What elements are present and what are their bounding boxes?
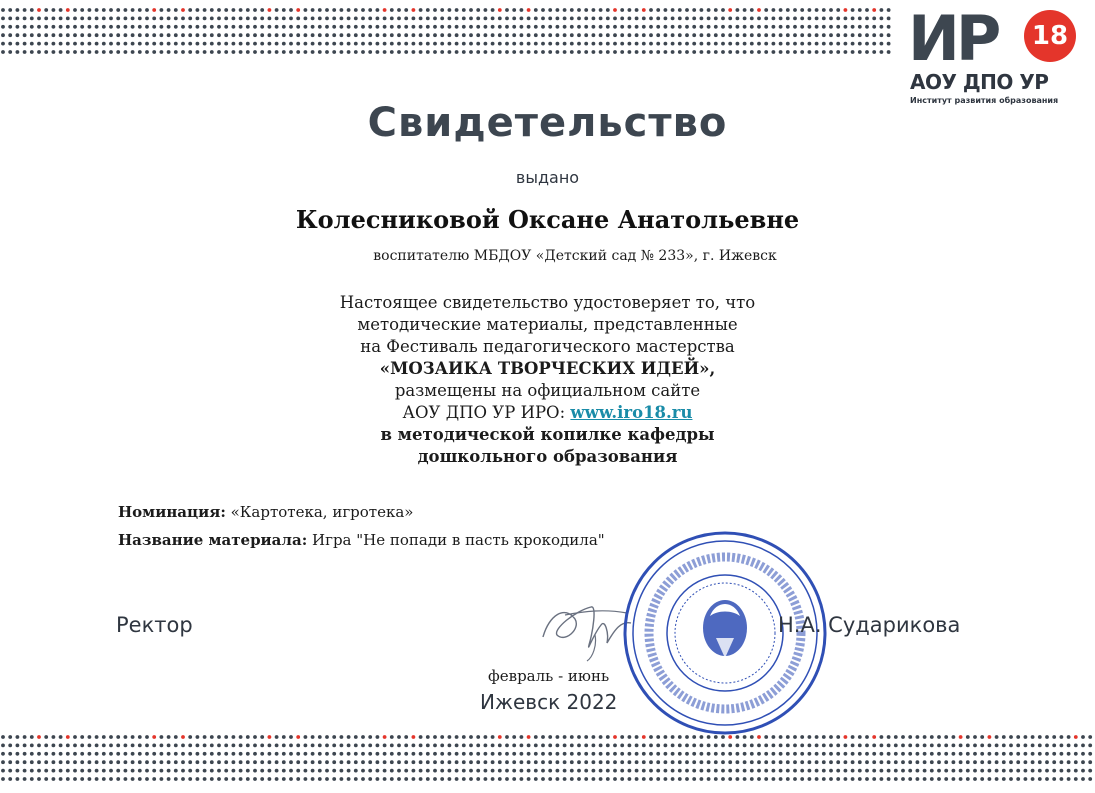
material-label: Название материала: bbox=[118, 531, 308, 549]
body-line: дошкольного образования bbox=[417, 447, 678, 466]
logo-18-badge: 18 bbox=[1024, 10, 1076, 62]
website-link[interactable]: www.iro18.ru bbox=[570, 403, 693, 422]
nomination-row bbox=[118, 503, 413, 521]
body-line: на Фестиваль педагогического мастерства bbox=[360, 337, 735, 356]
material-row bbox=[118, 531, 605, 549]
body-line bbox=[0, 402, 1095, 424]
institute-logo bbox=[902, 4, 1092, 114]
festival-name: «МОЗАИКА ТВОРЧЕСКИХ ИДЕЙ», bbox=[379, 359, 716, 378]
body-line: методические материалы, представленные bbox=[357, 315, 738, 334]
site-prefix: АОУ ДПО УР ИРО: bbox=[402, 403, 571, 422]
certificate-body bbox=[0, 292, 1095, 468]
nomination-value: «Картотека, игротека» bbox=[225, 503, 414, 521]
period-text: февраль - июнь bbox=[488, 667, 610, 685]
logo-subtitle: Институт развития образования bbox=[910, 96, 1059, 105]
body-line: Настоящее свидетельство удостоверяет то, что bbox=[339, 293, 756, 312]
nomination-label: Номинация: bbox=[118, 503, 226, 521]
body-line: в методической копилке кафедры bbox=[380, 425, 715, 444]
certificate-title: Свидетельство bbox=[367, 100, 728, 146]
material-value: Игра "Не попади в пасть крокодила" bbox=[307, 531, 605, 549]
city-year: Ижевск 2022 bbox=[480, 690, 618, 714]
decorative-dot-border-bottom bbox=[0, 733, 1095, 789]
rector-name: Н.А. Сударикова bbox=[778, 613, 961, 637]
logo-ir-text: ИР bbox=[908, 2, 998, 75]
issued-label: выдано bbox=[515, 168, 580, 187]
body-line: размещены на официальном сайте bbox=[394, 381, 701, 400]
signatory-title: Ректор bbox=[116, 613, 193, 637]
recipient-name: Колесниковой Оксане Анатольевне bbox=[295, 205, 800, 234]
logo-org-name: АОУ ДПО УР bbox=[910, 70, 1049, 94]
recipient-position: воспитателю МБДОУ «Детский сад № 233», г. Ижевск bbox=[373, 248, 777, 264]
